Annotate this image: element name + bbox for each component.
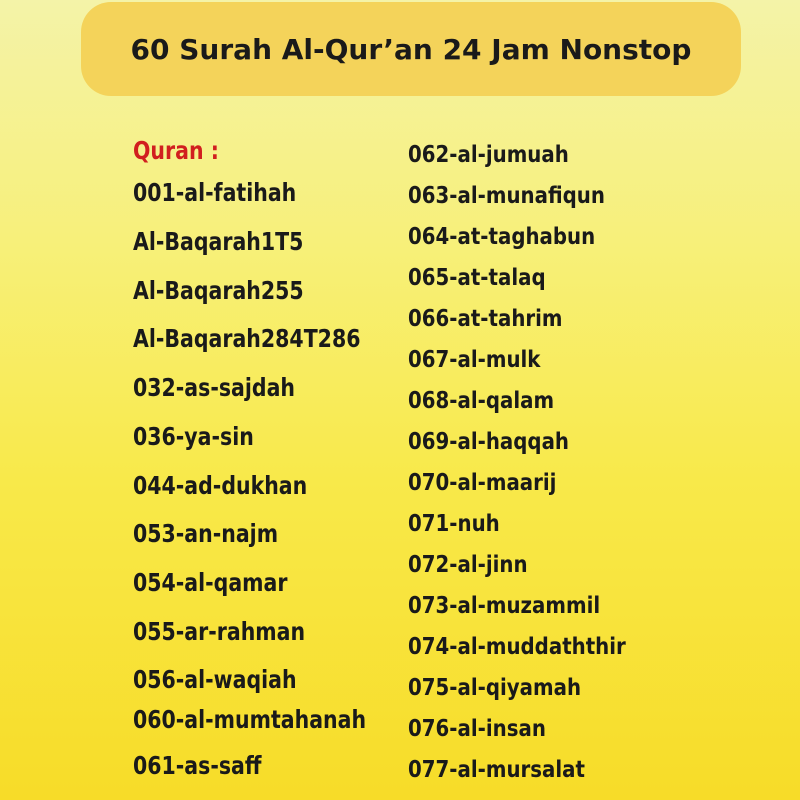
list-heading: Quran :: [133, 136, 219, 165]
list-item: 066-at-tahrim: [408, 306, 563, 332]
list-item: 055-ar-rahman: [133, 617, 306, 646]
list-item: 075-al-qiyamah: [408, 675, 582, 701]
list-item: 064-at-taghabun: [408, 224, 596, 250]
list-item: 069-al-haqqah: [408, 429, 570, 455]
list-item: Al-Baqarah255: [133, 276, 304, 305]
list-item: 076-al-insan: [408, 716, 546, 742]
list-item: 036-ya-sin: [133, 422, 254, 451]
list-item: 070-al-maarij: [408, 470, 557, 496]
list-item: 077-al-mursalat: [408, 757, 585, 783]
page-title: 60 Surah Al-Qur’an 24 Jam Nonstop: [130, 32, 692, 66]
list-item: 053-an-najm: [133, 519, 279, 548]
list-item: 071-nuh: [408, 511, 500, 537]
list-item: 063-al-munafiqun: [408, 183, 605, 209]
list-item: 074-al-muddaththir: [408, 634, 626, 660]
list-item: 032-as-sajdah: [133, 373, 296, 402]
list-item: 001-al-fatihah: [133, 178, 297, 207]
list-item: 044-ad-dukhan: [133, 471, 308, 500]
list-item: 072-al-jinn: [408, 552, 528, 578]
list-item: 073-al-muzammil: [408, 593, 601, 619]
list-item: 056-al-waqiah: [133, 665, 297, 694]
list-item: Al-Baqarah284T286: [133, 324, 361, 353]
list-item: 061-as-saff: [133, 751, 262, 780]
list-item: 068-al-qalam: [408, 388, 555, 414]
title-banner: [81, 2, 741, 96]
list-item: 065-at-talaq: [408, 265, 546, 291]
list-item: 062-al-jumuah: [408, 142, 569, 168]
list-item: 054-al-qamar: [133, 568, 288, 597]
list-item: 060-al-mumtahanah: [133, 705, 367, 734]
list-item: 067-al-mulk: [408, 347, 541, 373]
list-item: Al-Baqarah1T5: [133, 227, 304, 256]
